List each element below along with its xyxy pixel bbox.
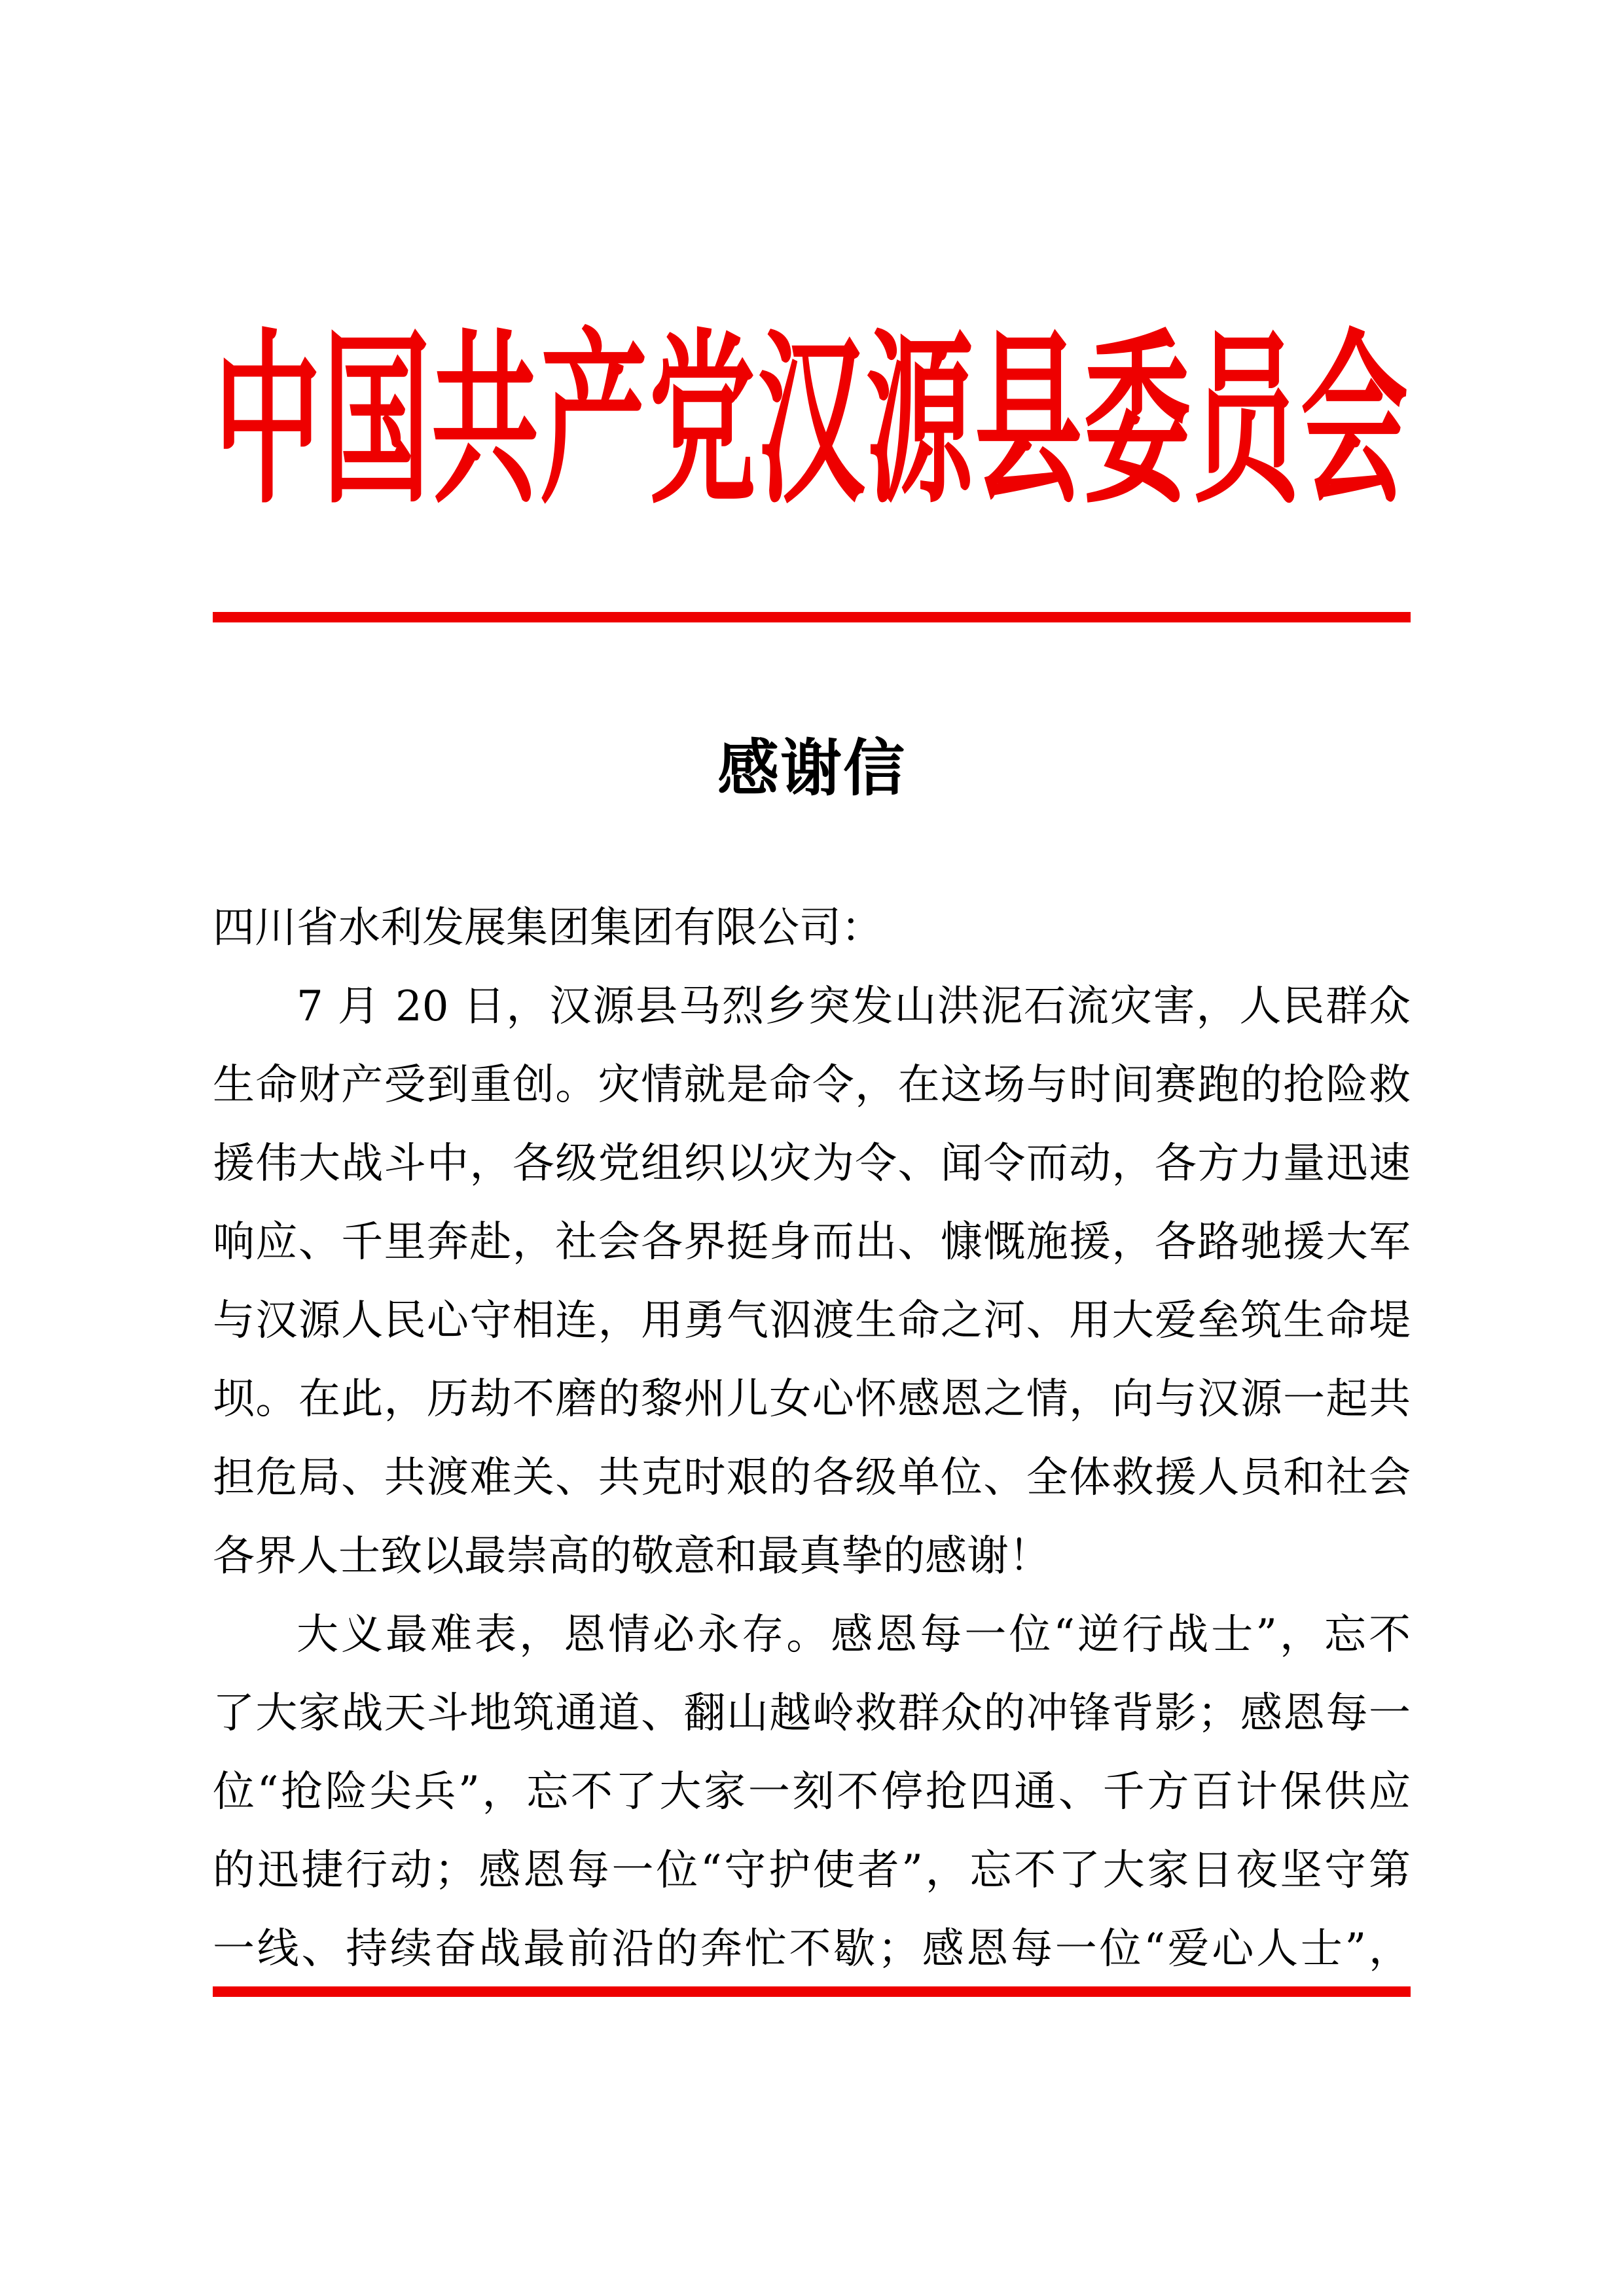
letter-title: 感谢信 (717, 732, 906, 804)
letterhead-double-rule (213, 612, 1411, 622)
body-line: 了大家战天斗地筑通道、翻山越岭救群众的冲锋背影；感恩每一 (213, 1689, 1411, 1738)
body-line: 响应、千里奔赴，社会各界挺身而出、慷慨施援，各路驰援大军 (213, 1218, 1411, 1266)
body-line: 与汉源人民心守相连，用勇气泅渡生命之河、用大爱垒筑生命堤 (213, 1297, 1411, 1345)
body-line: 援伟大战斗中，各级党组织以灾为令、闻令而动，各方力量迅速 (213, 1139, 1411, 1188)
body-line: 一线、持续奋战最前沿的奔忙不歇；感恩每一位“爱心人士”， (213, 1925, 1411, 1973)
letter-body (213, 889, 1411, 1988)
body-line: 位“抢险尖兵”，忘不了大家一刻不停抢四通、千方百计保供应 (213, 1768, 1411, 1816)
body-line: 大义最难表，恩情必永存。感恩每一位“逆行战士”，忘不 (297, 1611, 1411, 1659)
body-line: 生命财产受到重创。灾情就是命令，在这场与时间赛跑的抢险救 (213, 1061, 1411, 1109)
page-bottom-double-rule (213, 1986, 1411, 1997)
body-line: 担危局、共渡难关、共克时艰的各级单位、全体救援人员和社会 (213, 1454, 1411, 1502)
body-line: 四川省水利发展集团集团有限公司： (213, 904, 883, 952)
body-line: 各界人士致以最崇高的敬意和最真挚的感谢！ (213, 1532, 1051, 1581)
body-line: 的迅捷行动；感恩每一位“守护使者”，忘不了大家日夜坚守第 (213, 1846, 1411, 1895)
letterhead (213, 310, 1411, 529)
letterhead-org-name: 中国共产党汉源县委员会 (213, 310, 1409, 529)
body-line: 7 月 20 日，汉源县马烈乡突发山洪泥石流灾害，人民群众 (297, 982, 1411, 1031)
body-line: 坝。在此，历劫不磨的黎州儿女心怀感恩之情，向与汉源一起共 (213, 1375, 1411, 1424)
